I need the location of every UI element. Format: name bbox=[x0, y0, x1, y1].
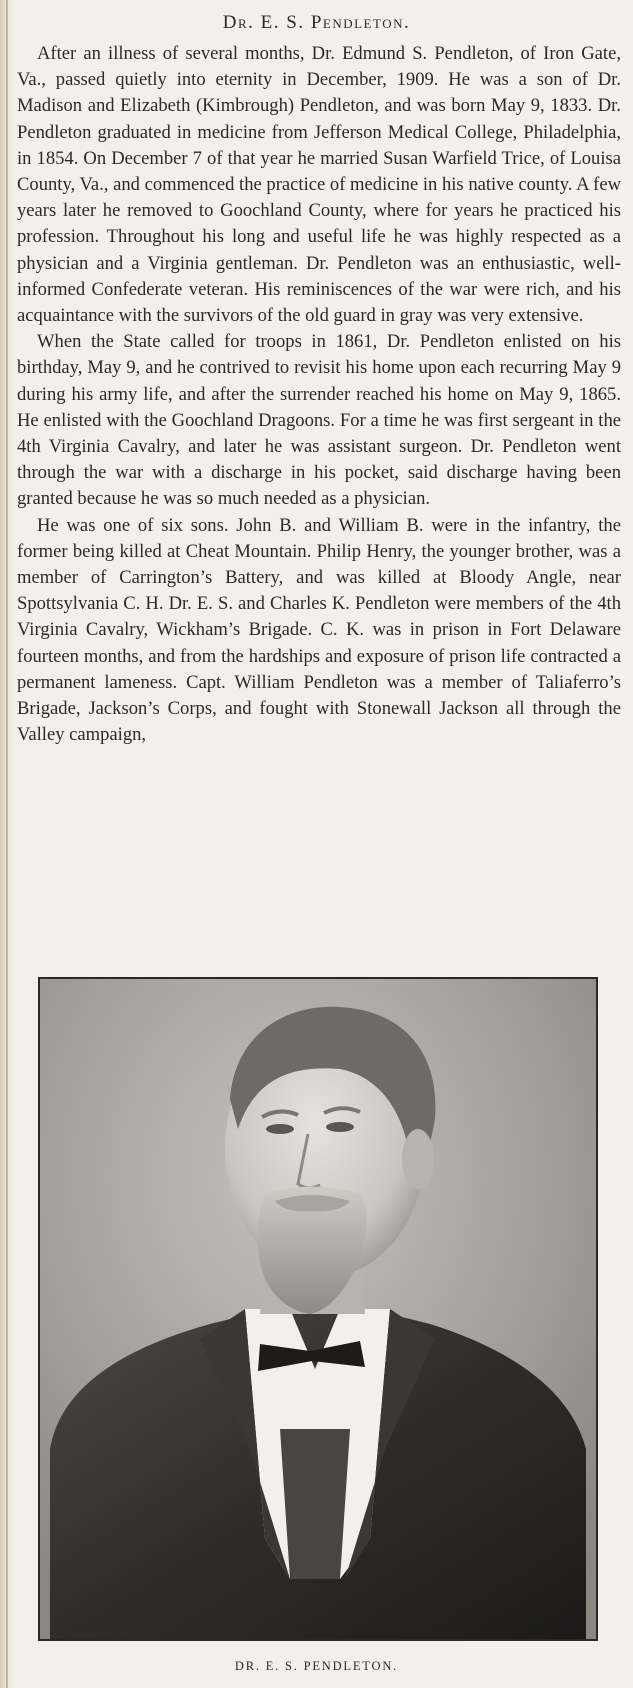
ear-shape bbox=[402, 1129, 434, 1189]
right-eye bbox=[326, 1122, 354, 1132]
portrait-photo bbox=[38, 977, 598, 1641]
page-binding-edge bbox=[6, 0, 8, 1688]
article-body bbox=[17, 41, 621, 748]
paragraph-3: He was one of six sons. John B. and William B. were in the infantry, the former being killed at Cheat Mountain. Philip Henry, the younger brother, was a member of Carrington’s Battery, and was killed at Bloody Angle, near Spottsylvania C. H. Dr. E. S. and Charles K. Pendleton were members of the 4th Virginia Cavalry, Wickham’s Brigade. C. K. was in prison in Fort Delaware fourteen months, and from the hardships and exposure of prison life contracted a permanent lameness. Capt. William Pendleton was a member of Taliaferro’s Brigade, Jackson’s Corps, and fought with Stonewall Jackson all through the Valley campaign, bbox=[17, 514, 621, 746]
portrait-illustration bbox=[40, 979, 596, 1639]
paragraph-2: When the State called for troops in 1861, Dr. Pendleton enlisted on his birthday, May 9, and he contrived to revisit his home upon each recurring May 9 during his army life, and after the surrender reached his home on May 9, 1865. He enlisted with the Goochland Dragoons. For a time he was first sergeant in the 4th Virginia Cavalry, and later he was assistant surgeon. Dr. Pendleton went through the war with a discharge in his pocket, said discharge having been granted because he was so much needed as a physician. bbox=[17, 331, 621, 510]
article-heading: Dr. E. S. Pendleton. bbox=[222, 12, 411, 33]
vest-shape bbox=[280, 1429, 350, 1579]
paragraph-1: After an illness of several months, Dr. Edmund S. Pendleton, of Iron Gate, Va., passed quietly into eternity in December, 1909. He was a son of Dr. Madison and Elizabeth (Kimbrough) Pendleton, and was born May 9, 1833. Dr. Pendleton graduated in medicine from Jefferson Medical College, Philadelphia, in 1854. On December 7 of that year he married Susan Warfield Trice, of Louisa County, Va., and commenced the practice of medicine in his native county. A few years later he removed to Goochland County, where for years he practiced his profession. Throughout his long and useful life he was highly respected as a physician and a Virginia gentleman. Dr. Pendleton was an enthusiastic, well-informed Confederate veteran. His reminiscences of the war were rich, and his acquaintance with the survivors of the old guard in gray was very extensive. bbox=[17, 43, 621, 327]
left-eye bbox=[266, 1124, 294, 1134]
photo-caption: DR. E. S. PENDLETON. bbox=[234, 1659, 399, 1673]
